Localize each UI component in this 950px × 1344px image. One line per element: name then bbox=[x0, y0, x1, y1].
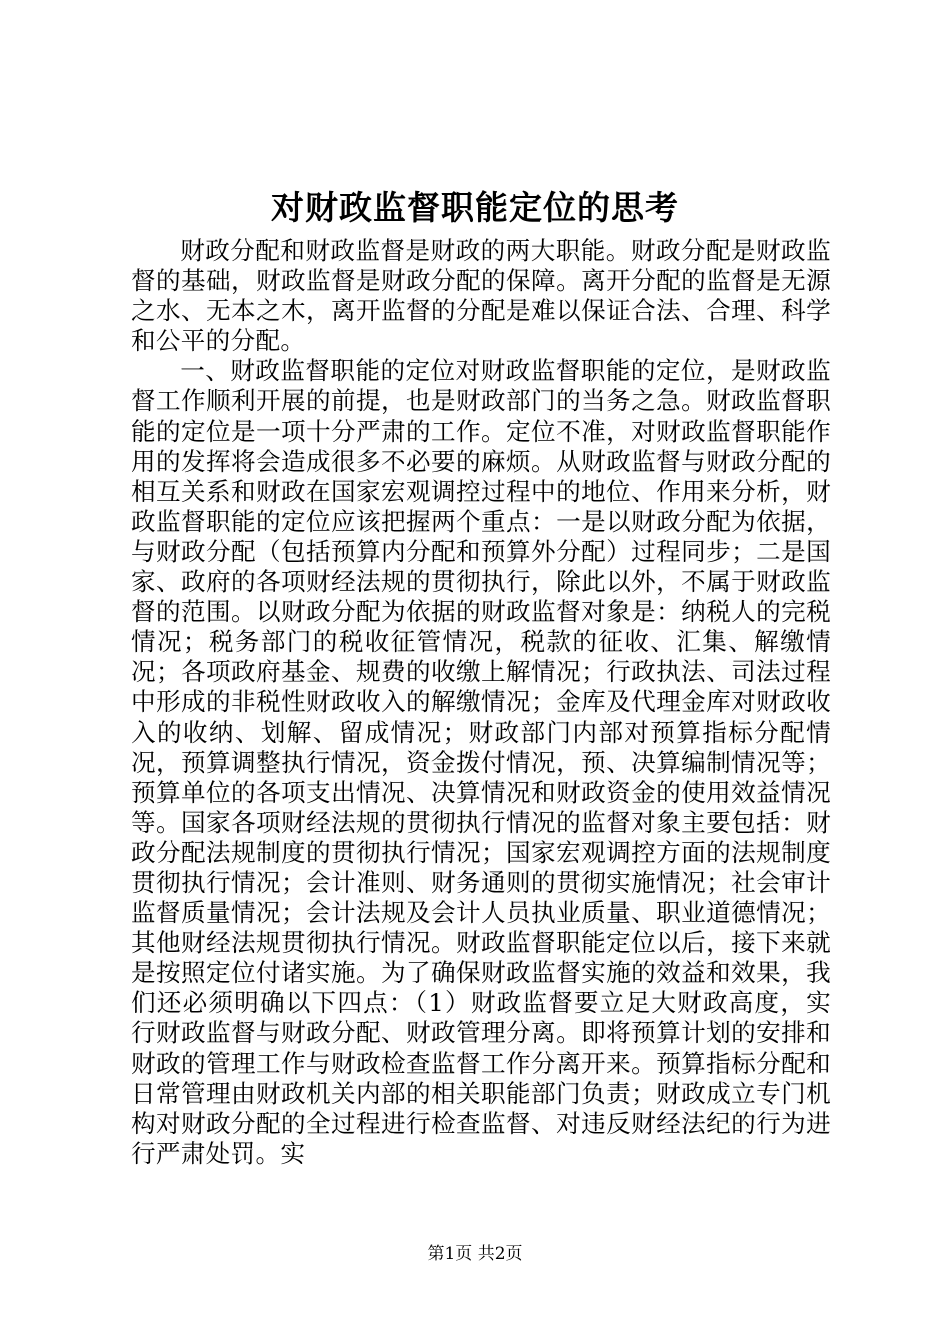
paragraph-section-one: 一、财政监督职能的定位对财政监督职能的定位，是财政监督工作顺利开展的前提，也是财政部门的当务之急。财政监督职能的定位是一项十分严肃的工作。定位不准，对财政监督职能作用的发挥将会造成很多不必要的麻烦。从财政监督与财政分配的相互关系和财政在国家宏观调控过程中的地位、作用来分析，财政监督职能的定位应该把握两个重点：一是以财政分配为依据，与财政分配（包括预算内分配和预算外分配）过程同步；二是国家、政府的各项财经法规的贯彻执行，除此以外，不属于财政监督的范围。以财政分配为依据的财政监督对象是：纳税人的完税情况；税务部门的税收征管情况，税款的征收、汇集、解缴情况；各项政府基金、规费的收缴上解情况；行政执法、司法过程中形成的非税性财政收入的解缴情况；金库及代理金库对财政收入的收纳、划解、留成情况；财政部门内部对预算指标分配情况，预算调整执行情况，资金拨付情况，预、决算编制情况等；预算单位的各项支出情况、决算情况和财政资金的使用效益情况等。国家各项财经法规的贯彻执行情况的监督对象主要包括：财政分配法规制度的贯彻执行情况；国家宏观调控方面的法规制度贯彻执行情况；会计准则、财务通则的贯彻实施情况；社会审计监督质量情况；会计法规及会计人员执业质量、职业道德情况；其他财经法规贯彻执行情况。财政监督职能定位以后，接下来就是按照定位付诸实施。为了确保财政监督实施的效益和效果，我们还必须明确以下四点：（1）财政监督要立足大财政高度，实行财政监督与财政分配、财政管理分离。即将预算计划的安排和财政的管理工作与财政检查监督工作分离开来。预算指标分配和日常管理由财政机关内部的相关职能部门负责；财政成立专门机构对财政分配的全过程进行检查监督、对违反财经法纪的行为进行严肃处罚。实 bbox=[131, 356, 831, 1168]
document-title: 对财政监督职能定位的思考 bbox=[271, 188, 679, 227]
document-body bbox=[131, 236, 831, 1169]
paragraph-intro: 财政分配和财政监督是财政的两大职能。财政分配是财政监督的基础，财政监督是财政分配的保障。离开分配的监督是无源之水、无本之木，离开监督的分配是难以保证合法、合理、科学和公平的分配。 bbox=[131, 236, 831, 356]
page-number-footer: 第1页 共2页 bbox=[427, 1244, 523, 1264]
